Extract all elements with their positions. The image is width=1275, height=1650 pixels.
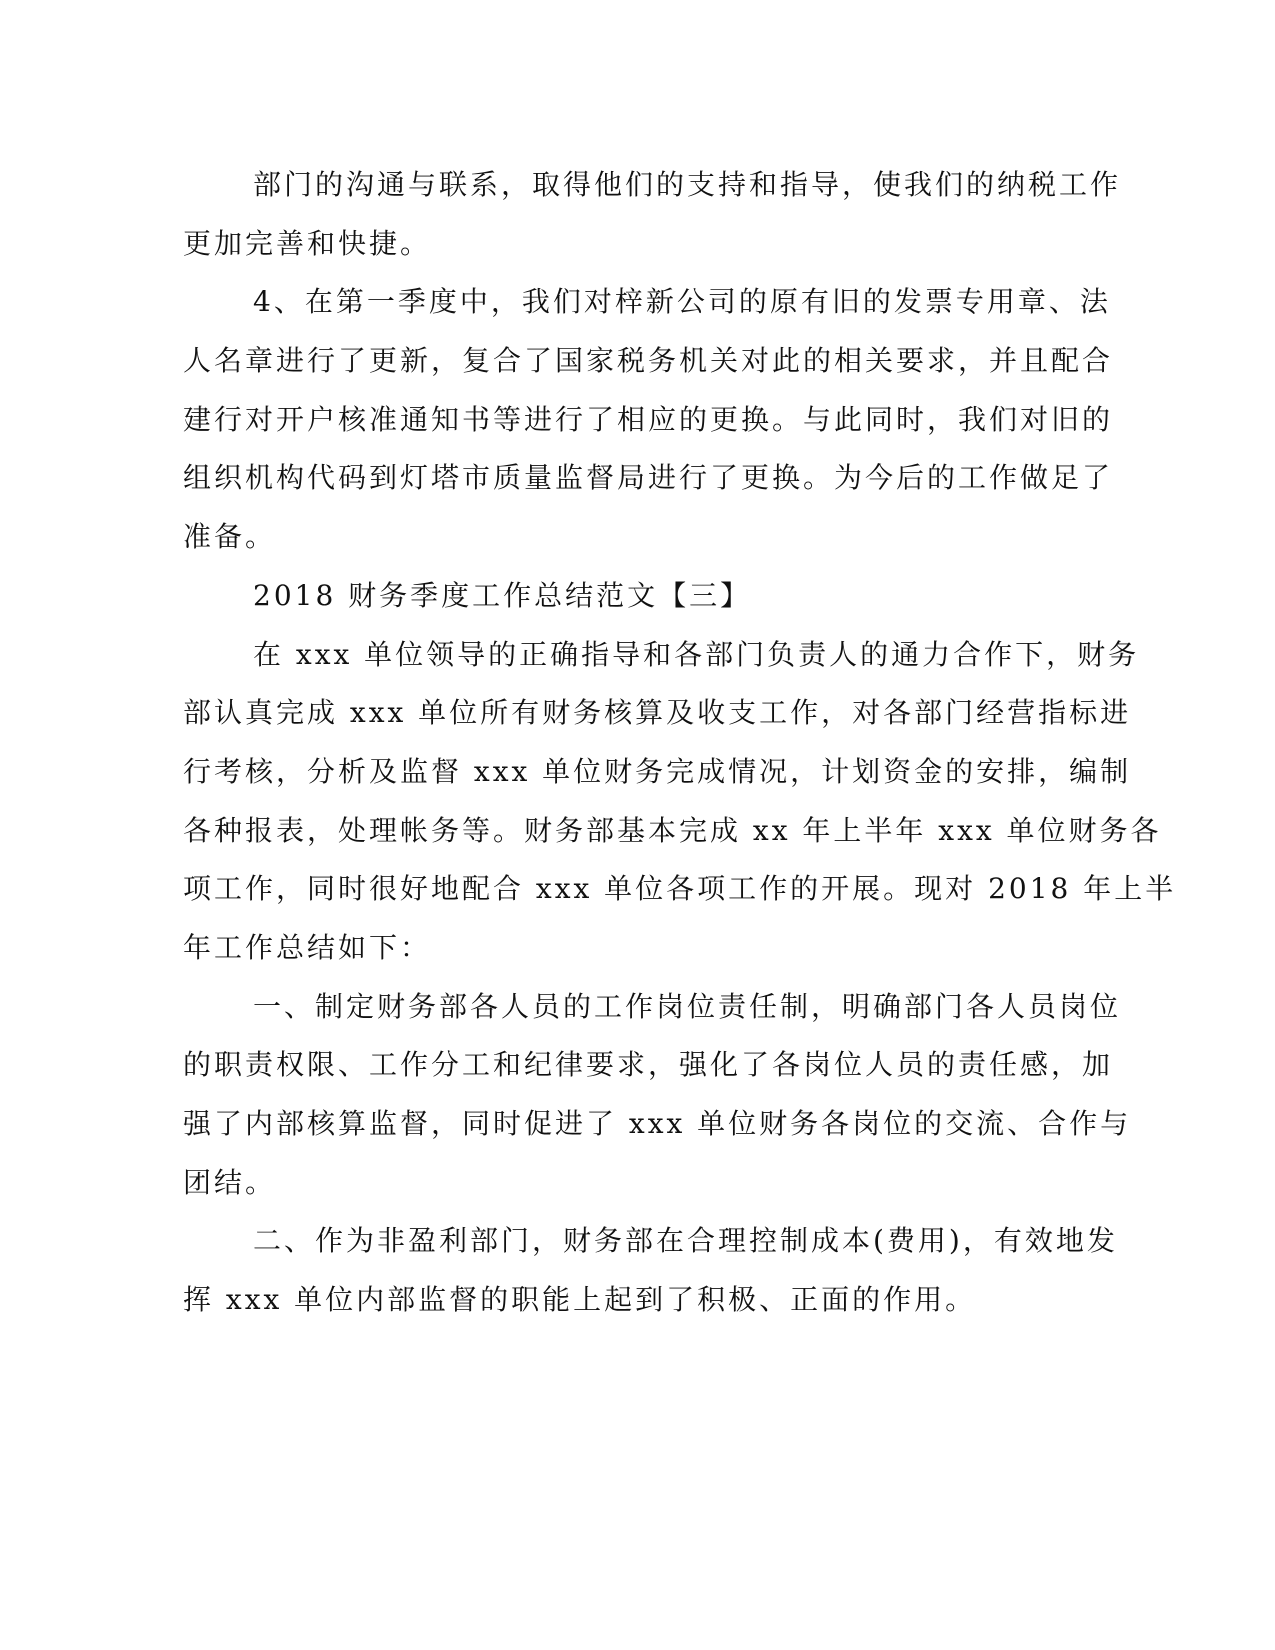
paragraph-line: 团结。 <box>183 1165 277 1199</box>
paragraph-line: 一、制定财务部各人员的工作岗位责任制，明确部门各人员岗位 <box>253 989 1122 1023</box>
paragraph-line: 更加完善和快捷。 <box>183 226 432 260</box>
paragraph-line: 行考核，分析及监督 xxx 单位财务完成情况，计划资金的安排，编制 <box>183 754 1132 788</box>
paragraph-line: 强了内部核算监督，同时促进了 xxx 单位财务各岗位的交流、合作与 <box>183 1107 1132 1140</box>
paragraph-line: 部门的沟通与联系，取得他们的支持和指导，使我们的纳税工作 <box>253 168 1122 201</box>
paragraph-line: 人名章进行了更新，复合了国家税务机关对此的相关要求，并且配合 <box>183 344 1114 378</box>
section-heading: 2018 财务季度工作总结范文【三】 <box>253 578 752 612</box>
document-body <box>183 156 1177 1330</box>
paragraph-line: 在 xxx 单位领导的正确指导和各部门负责人的通力合作下，财务 <box>253 637 1140 671</box>
paragraph-line: 4、在第一季度中，我们对梓新公司的原有旧的发票专用章、法 <box>253 285 1111 319</box>
paragraph-line: 二、作为非盈利部门，财务部在合理控制成本(费用)，有效地发 <box>253 1224 1118 1258</box>
paragraph-line: 准备。 <box>183 520 277 554</box>
paragraph-line: 的职责权限、工作分工和纪律要求，强化了各岗位人员的责任感，加 <box>183 1048 1114 1082</box>
paragraph-line: 年工作总结如下： <box>183 930 432 964</box>
paragraph-line: 项工作，同时很好地配合 xxx 单位各项工作的开展。现对 2018 年上半 <box>183 872 1177 906</box>
paragraph-line: 部认真完成 xxx 单位所有财务核算及收支工作，对各部门经营指标进 <box>183 696 1132 730</box>
paragraph-line: 挥 xxx 单位内部监督的职能上起到了积极、正面的作用。 <box>183 1283 977 1317</box>
paragraph-line: 建行对开户核准通知书等进行了相应的更换。与此同时，我们对旧的 <box>183 402 1114 436</box>
paragraph-line: 各种报表，处理帐务等。财务部基本完成 xx 年上半年 xxx 单位财务各 <box>183 813 1162 847</box>
paragraph-line: 组织机构代码到灯塔市质量监督局进行了更换。为今后的工作做足了 <box>183 461 1114 495</box>
